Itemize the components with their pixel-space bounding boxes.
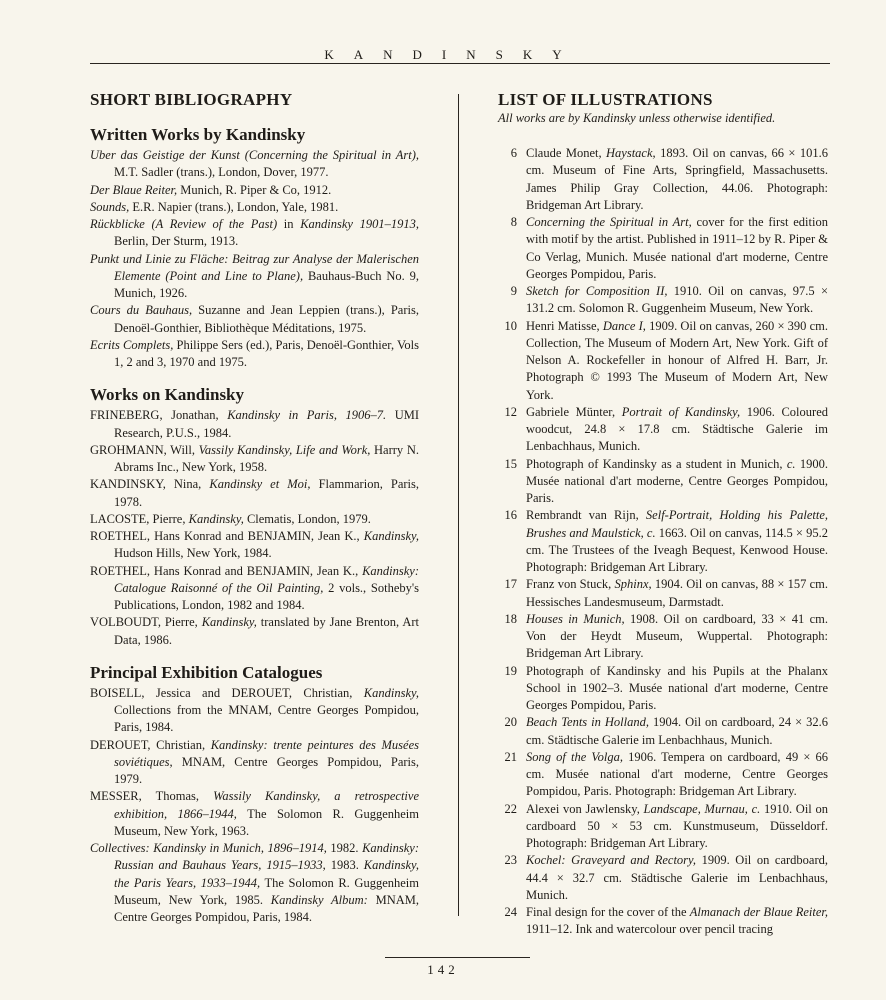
- entry-text: DEROUET, Christian,: [90, 737, 211, 752]
- bibliography-entry: [90, 442, 419, 477]
- running-head: KANDINSKY: [324, 47, 582, 62]
- italic-title-text: Song of the Volga,: [526, 749, 623, 764]
- italic-title-text: Almanach der Blaue Reiter,: [689, 905, 828, 919]
- italic-title-text: Kochel: Graveyard and Rectory,: [526, 853, 697, 868]
- bibliography-entry: [90, 199, 419, 216]
- entry-text: MESSER, Thomas,: [90, 789, 214, 804]
- illustration-entry: [498, 904, 828, 939]
- page-number: 142: [427, 962, 459, 977]
- italic-title-text: Portrait of Kandinsky,: [621, 404, 741, 419]
- italic-title-text: Kandinsky et Moi,: [209, 477, 311, 492]
- page-reference-number: 10: [504, 318, 517, 333]
- entry-text: 1904. Oil on canvas, 88 × 157 cm. Hessisches Landesmuseum, Darmstadt.: [526, 577, 829, 609]
- bibliography-entries: [90, 685, 419, 927]
- illustration-entry: [498, 801, 828, 853]
- illustrations-title: LIST OF ILLUSTRATIONS: [498, 90, 713, 109]
- entry-text: M.T. Sadler (trans.), London, Dover, 1977.: [114, 165, 329, 180]
- bibliography-entry: [90, 251, 419, 303]
- italic-title-text: c.: [786, 456, 796, 471]
- italic-title-text: Kandinsky,: [201, 615, 257, 630]
- entry-text: 1663. Oil on canvas, 114.5 × 95.2 cm. The Trustees of the Iveagh Bequest, Kenwood House. Photograph: Bridgeman Art Library.: [526, 525, 828, 574]
- bibliography-entry: [90, 563, 419, 615]
- entry-text: BOISELL, Jessica and DEROUET, Christian,: [90, 685, 364, 700]
- entry-text: MNAM, Centre Georges Pompidou, Paris, 1979.: [114, 754, 419, 786]
- entry-text: 1910. Oil on cardboard 50 × 53 cm. Kunstmuseum, Düsseldorf. Photograph: Bridgeman Art Library.: [526, 801, 828, 850]
- italic-title-text: Concerning the Spiritual in Art,: [526, 215, 692, 229]
- illustrations-subtitle: All works are by Kandinsky unless otherwise identified.: [498, 111, 776, 125]
- bibliography-entry: [90, 685, 419, 737]
- page-reference-number: 20: [504, 715, 517, 730]
- italic-title-text: Beach Tents in Holland,: [526, 715, 649, 730]
- italic-title-text: Cours du Bauhaus,: [90, 303, 193, 318]
- entry-text: in: [277, 217, 301, 231]
- italic-title-text: Dance I,: [602, 318, 646, 333]
- entry-text: E.R. Napier (trans.), London, Yale, 1981.: [129, 199, 339, 214]
- section-heading: Works on Kandinsky: [90, 385, 245, 405]
- italic-title-text: Kandinsky,: [188, 511, 244, 526]
- entry-text: 1909. Oil on canvas, 260 × 390 cm. Collection, The Museum of Modern Art, New York. Gift of Nelson A. Rockefeller in honour of Alfred H. Barr, Jr. Photograph © 1993 The Museum of Modern Art, New York.: [526, 318, 828, 402]
- entry-text: Philippe Sers (ed.), Paris, Denoël-Gonthier, Vols 1, 2 and 3, 1970 and 1975.: [114, 337, 419, 369]
- italic-title-text: Wassily Kandinsky, a retrospective exhibition, 1866–1944,: [114, 789, 419, 821]
- entry-text: 1906. Tempera on cardboard, 49 × 66 cm. Musée national d'art moderne, Centre Georges Pompidou, Paris. Photograph: Bridgeman Art Library.: [526, 749, 829, 799]
- italic-title-text: Rückblicke (A Review of the Past): [90, 217, 278, 231]
- entry-text: Final design for the cover of the: [526, 905, 690, 919]
- illustration-entry: [498, 456, 828, 508]
- section-heading: Written Works by Kandinsky: [90, 125, 306, 144]
- entry-text: Collections from the MNAM, Centre Georges Pompidou, Paris, 1984.: [114, 703, 419, 735]
- entry-text: 1893. Oil on canvas, 66 × 101.6 cm. Museum of Fine Arts, Springfield, Massachusetts. James Philip Gray Collection, 44.06. Photograph: Bridgeman Art Library.: [526, 146, 829, 212]
- page-reference-number: 6: [510, 146, 517, 160]
- bibliography-entry: [90, 840, 419, 926]
- bibliography-entry: [90, 614, 419, 649]
- entry-text: ROETHEL, Hans Konrad and BENJAMIN, Jean K.,: [90, 529, 364, 543]
- entry-text: GROHMANN, Will,: [90, 442, 199, 457]
- entry-text: 1906. Coloured woodcut, 24.8 × 17.8 cm. Städtische Galerie im Lenbachhaus, Munich.: [526, 404, 828, 454]
- bibliography-entries: [90, 407, 419, 649]
- page-reference-number: 18: [504, 611, 517, 626]
- illustrations-column: [498, 90, 828, 939]
- entry-text: 1900. Musée national d'art moderne, Centre Georges Pompidou, Paris.: [526, 456, 829, 505]
- bibliography-entry: [90, 147, 419, 182]
- italic-title-text: Kandinsky,: [363, 529, 419, 543]
- entry-text: Photograph of Kandinsky as a student in Munich,: [526, 456, 787, 471]
- entry-text: 1911–12. Ink and watercolour over pencil tracing: [526, 922, 774, 937]
- bibliography-section: [90, 125, 419, 371]
- italic-title-text: Ecrits Complets,: [90, 337, 174, 352]
- entry-text: Claude Monet,: [526, 146, 607, 160]
- illustration-entry: [498, 749, 828, 801]
- entry-text: Franz von Stuck,: [526, 577, 615, 592]
- page-reference-number: 19: [504, 663, 517, 678]
- page-reference-number: 17: [504, 577, 517, 592]
- entry-text: Suzanne and Jean Leppien (trans.), Paris, Denoël-Gonthier, Bibliothèque Méditations, 1975.: [114, 303, 419, 335]
- illustration-entry: [498, 404, 828, 456]
- page-reference-number: 23: [504, 853, 517, 868]
- page-reference-number: 8: [510, 215, 517, 229]
- entry-text: Clematis, London, 1979.: [243, 511, 371, 526]
- italic-title-text: Kandinsky in Paris, 1906–7.: [227, 408, 387, 423]
- entry-text: Hudson Hills, New York, 1984.: [114, 546, 272, 561]
- bibliography-section: [90, 385, 419, 649]
- page-reference-number: 9: [510, 284, 517, 298]
- italic-title-text: Kandinsky Album:: [270, 892, 368, 907]
- italic-title-text: Collectives: Kandinsky in Munich, 1896–1914,: [90, 841, 327, 855]
- italic-title-text: Kandinsky, the Paris Years, 1933–1944,: [114, 858, 420, 890]
- column-divider: [458, 94, 459, 916]
- bibliography-entries: [90, 147, 419, 371]
- page-reference-number: 12: [504, 404, 517, 419]
- italic-title-text: Sounds,: [90, 199, 130, 214]
- italic-title-text: Haystack,: [606, 146, 656, 160]
- bibliography-entry: [90, 788, 419, 840]
- entry-text: KANDINSKY, Nina,: [90, 477, 210, 492]
- italic-title-text: Landscape, Murnau, c.: [643, 801, 761, 816]
- page-reference-number: 16: [504, 508, 517, 523]
- entry-text: 2 vols., Sotheby's Publications, London, 1982 and 1984.: [114, 580, 419, 612]
- illustration-entry: [498, 283, 828, 318]
- entry-text: cover for the first edition with motif by the artist. Published in 1911–12 by R. Piper & Co Verlag, Munich. Musée national d'art moderne, Centre Georges Pompidou, Paris.: [526, 215, 828, 281]
- italic-title-text: Uber das Geistige der Kunst (Concerning the Spiritual in Art),: [90, 148, 419, 162]
- entry-text: Alexei von Jawlensky,: [526, 801, 644, 816]
- italic-title-text: Self-Portrait, Holding his Palette, Brushes and Maulstick, c.: [526, 508, 828, 540]
- illustration-entry: [498, 145, 828, 214]
- entry-text: 1908. Oil on cardboard, 33 × 41 cm. Von der Heydt Museum, Wuppertal. Photograph: Bridgeman Art Library.: [526, 611, 828, 661]
- entry-text: Bauhaus-Buch No. 9, Munich, 1926.: [114, 268, 420, 300]
- bibliography-entry: [90, 407, 419, 442]
- entry-text: ROETHEL, Hans Konrad and BENJAMIN, Jean K.,: [90, 563, 363, 578]
- entry-text: The Solomon R. Guggenheim Museum, New York, 1963.: [114, 806, 419, 838]
- entry-text: FRINEBERG, Jonathan,: [90, 408, 228, 423]
- illustration-entry: [498, 663, 828, 715]
- italic-title-text: Sketch for Composition II,: [526, 284, 668, 298]
- bibliography-entry: [90, 528, 419, 563]
- entry-text: 1904. Oil on cardboard, 24 × 32.6 cm. Städtische Galerie im Lenbachhaus, Munich.: [526, 715, 828, 747]
- italic-title-text: Kandinsky,: [363, 685, 419, 700]
- italic-title-text: Punkt und Linie zu Fläche: Beitrag zur Analyse der Malerischen Elemente (Point and Line to Plane),: [90, 251, 419, 283]
- footer-rule: [385, 957, 530, 958]
- italic-title-text: Kandinsky 1901–1913,: [300, 217, 419, 231]
- bibliography-entry: [90, 216, 419, 251]
- illustration-entry: [498, 214, 828, 283]
- entry-text: Berlin, Der Sturm, 1913.: [114, 234, 239, 249]
- italic-title-text: Vassily Kandinsky, Life and Work,: [198, 442, 371, 457]
- entry-text: Flammarion, Paris, 1978.: [114, 477, 419, 509]
- italic-title-text: Houses in Munich,: [526, 611, 625, 626]
- italic-title-text: Der Blaue Reiter,: [90, 182, 178, 197]
- bibliography-title: SHORT BIBLIOGRAPHY: [90, 90, 293, 109]
- bibliography-entry: [90, 737, 419, 789]
- entry-text: The Solomon R. Guggenheim Museum, New York, 1985.: [114, 875, 419, 907]
- entry-text: 1983.: [325, 858, 364, 873]
- entry-text: Harry N. Abrams Inc., New York, 1958.: [114, 442, 419, 474]
- illustration-entry: [498, 611, 828, 663]
- bibliography-entry: [90, 476, 419, 511]
- illustrations-list: [498, 145, 828, 939]
- italic-title-text: Kandinsky: Russian and Bauhaus Years, 1915–1933,: [114, 841, 419, 873]
- entry-text: 1982.: [326, 841, 363, 855]
- bibliography-entry: [90, 302, 419, 337]
- page-reference-number: 22: [504, 801, 517, 816]
- illustration-entry: [498, 318, 828, 404]
- italic-title-text: Sphinx,: [614, 577, 652, 592]
- entry-text: Gabriele Münter,: [526, 404, 622, 419]
- page-reference-number: 21: [504, 749, 517, 764]
- entry-text: translated by Jane Brenton, Art Data, 1986.: [114, 615, 419, 647]
- header-rule: [90, 63, 830, 64]
- entry-text: MNAM, Centre Georges Pompidou, Paris, 1984.: [114, 892, 420, 924]
- entry-text: Munich, R. Piper & Co, 1912.: [177, 182, 332, 197]
- italic-title-text: Kandinsky: Catalogue Raisonné of the Oil Painting,: [114, 563, 419, 595]
- bibliography-entry: [90, 337, 419, 372]
- page-reference-number: 15: [504, 456, 517, 471]
- entry-text: Photograph of Kandinsky and his Pupils at the Phalanx School in 1902–3. Musée national d'art moderne, Centre Georges Pompidou, Paris.: [526, 663, 828, 712]
- entry-text: 1910. Oil on canvas, 97.5 × 131.2 cm. Solomon R. Guggenheim Museum, New York.: [526, 284, 828, 316]
- entry-text: Rembrandt van Rijn,: [526, 508, 646, 523]
- italic-title-text: Kandinsky: trente peintures des Musées soviétiques,: [114, 737, 419, 769]
- entry-text: UMI Research, P.U.S., 1984.: [114, 408, 419, 440]
- page-reference-number: 24: [504, 905, 517, 919]
- entry-text: VOLBOUDT, Pierre,: [90, 615, 202, 630]
- bibliography-entry: [90, 511, 419, 528]
- illustration-entry: [498, 714, 828, 749]
- illustration-entry: [498, 507, 828, 576]
- bibliography-entry: [90, 182, 419, 199]
- bibliography-section: [90, 663, 419, 927]
- illustration-entry: [498, 576, 828, 611]
- entry-text: 1909. Oil on cardboard, 44.4 × 32.7 cm. Städtische Galerie im Lenbachhaus, Munich.: [526, 853, 829, 902]
- section-heading: Principal Exhibition Catalogues: [90, 662, 323, 682]
- entry-text: LACOSTE, Pierre,: [90, 511, 189, 526]
- entry-text: Henri Matisse,: [526, 318, 603, 333]
- bibliography-sections: [90, 125, 419, 926]
- illustration-entry: [498, 852, 828, 904]
- bibliography-column: [90, 90, 419, 926]
